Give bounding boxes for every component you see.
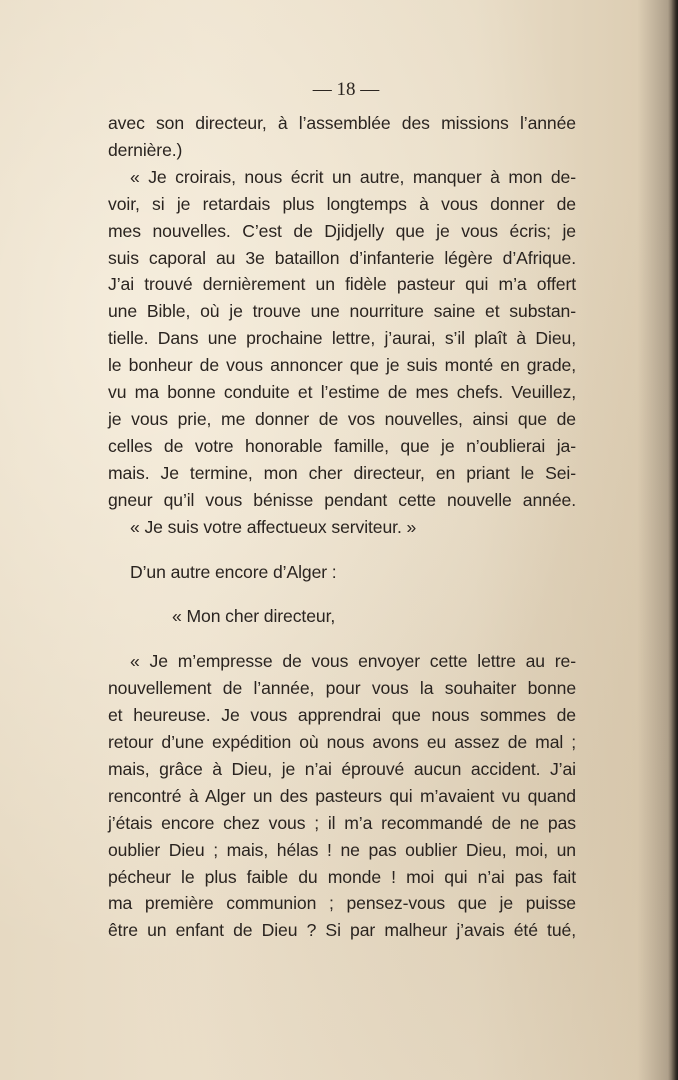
paragraph-gap [108, 541, 576, 559]
text-line: « Je m’empresse de vous envoyer cette lettre au re- [130, 651, 576, 672]
text-line: D’un autre encore d’Alger : [130, 561, 337, 582]
text-line: mais, grâce à Dieu, je n’ai éprouvé aucun accident. J’ai [108, 758, 576, 779]
text-line: J’ai trouvé dernièrement un fidèle pasteur qui m’a offert [108, 274, 576, 295]
text-line: une Bible, où je trouve une nourriture saine et substan- [108, 301, 576, 322]
text-line: pécheur le plus faible du monde ! moi qui n’ai pas fait [108, 866, 576, 887]
text-line: « Mon cher directeur, [172, 606, 336, 627]
page-body-text [108, 110, 576, 944]
text-line: oublier Dieu ; mais, hélas ! ne pas oublier Dieu, moi, un [108, 839, 576, 860]
page-number: — 18 — [312, 79, 380, 100]
text-line: ma première communion ; pensez-vous que je puisse [108, 893, 576, 914]
text-line: et heureuse. Je vous apprendrai que nous sommes de [108, 705, 576, 726]
text-line: avec son directeur, à l’assemblée des missions l’année [108, 113, 576, 133]
text-line: j’étais encore chez vous ; il m’a recommandé de ne pas [108, 812, 576, 833]
text-line: je vous prie, me donner de vos nouvelles, ainsi que de [108, 408, 576, 429]
text-line: celles de votre honorable famille, que je n’oublierai ja- [108, 435, 576, 456]
text-line: voir, si je retardais plus longtemps à vous donner de [108, 193, 576, 214]
text-line: être un enfant de Dieu ? Si par malheur j’avais été tué, [108, 920, 576, 941]
text-line: nouvellement de l’année, pour vous la souhaiter bonne [108, 678, 576, 699]
text-line: vu ma bonne conduite et l’estime de mes chefs. Veuillez, [108, 382, 576, 403]
text-line: mes nouvelles. C’est de Djidjelly que je vous écris; je [108, 220, 576, 241]
page-edge-shadow [668, 0, 678, 1080]
text-line: dernière.) [108, 139, 183, 160]
text-line: retour d’une expédition où nous avons eu assez de mal ; [108, 732, 576, 753]
text-line: gneur qu’il vous bénisse pendant cette nouvelle année. [108, 489, 576, 510]
text-line: mais. Je termine, mon cher directeur, en priant le Sei- [108, 462, 576, 483]
text-line: « Je croirais, nous écrit un autre, manquer à mon de- [130, 166, 576, 187]
paragraph-gap [108, 585, 576, 603]
text-line: rencontré à Alger un des pasteurs qui m’avaient vu quand [108, 785, 576, 806]
text-line: « Je suis votre affectueux serviteur. » [130, 516, 417, 537]
text-line: tielle. Dans une prochaine lettre, j’aurai, s’il plaît à Dieu, [108, 328, 576, 349]
text-line: le bonheur de vous annoncer que je suis monté en grade, [108, 355, 576, 376]
paragraph-gap [108, 630, 576, 648]
text-line: suis caporal au 3e bataillon d’infanterie légère d’Afrique. [108, 247, 576, 268]
